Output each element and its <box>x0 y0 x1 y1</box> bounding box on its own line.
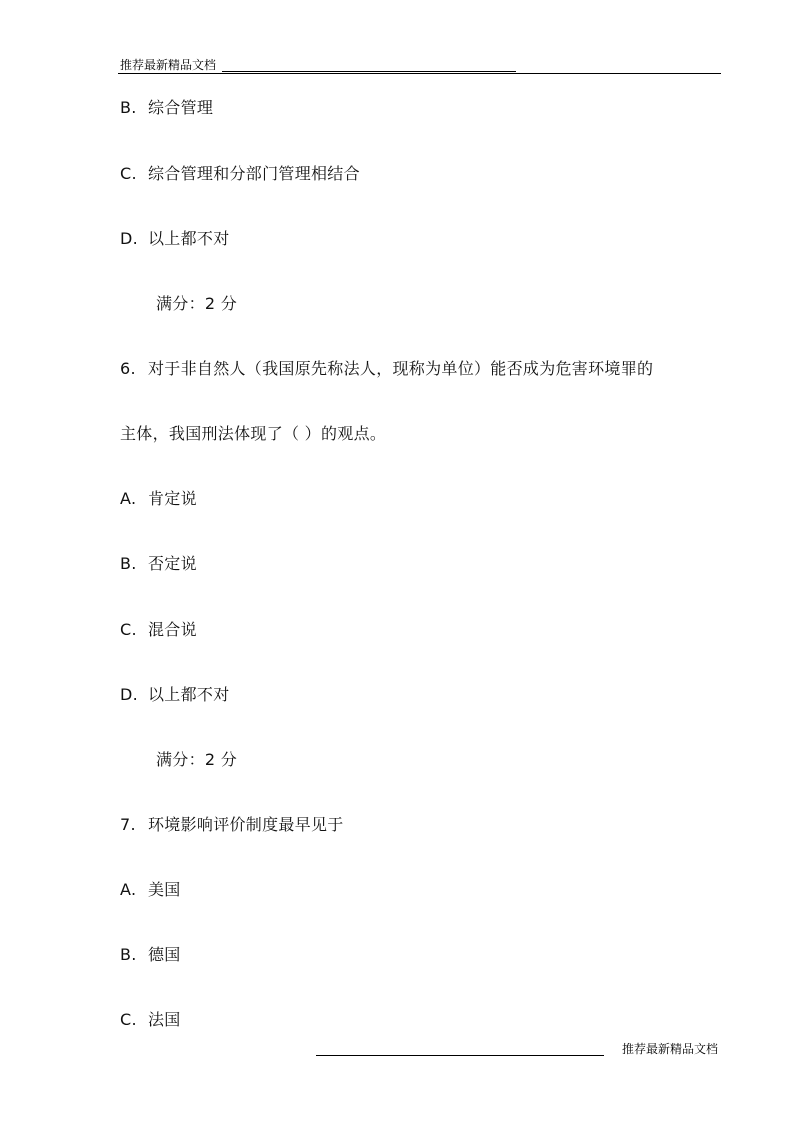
option-text: 以上都不对 <box>148 685 230 704</box>
option-a-line <box>120 879 181 901</box>
option-marker: C. <box>120 164 137 183</box>
option-marker: C. <box>120 620 137 639</box>
footer-underline <box>316 1055 604 1056</box>
option-text: 混合说 <box>148 620 197 639</box>
option-marker: D. <box>120 229 139 248</box>
option-text: 美国 <box>148 880 181 899</box>
question-text: 主体，我国刑法体现了（ ）的观点。 <box>120 424 387 443</box>
option-text: 综合管理和分部门管理相结合 <box>148 164 360 183</box>
question-number: 7. <box>120 815 136 834</box>
option-text: 法国 <box>148 1010 181 1029</box>
option-c-line <box>120 619 197 641</box>
option-text: 肯定说 <box>148 489 197 508</box>
option-c-line <box>120 163 360 185</box>
option-marker: B. <box>120 98 137 117</box>
score-line <box>156 293 237 315</box>
option-d-line <box>120 228 230 250</box>
option-b-line <box>120 553 197 575</box>
option-text: 否定说 <box>148 554 197 573</box>
option-text: 德国 <box>148 945 181 964</box>
question-text: 环境影响评价制度最早见于 <box>148 815 344 834</box>
option-text: 以上都不对 <box>148 229 230 248</box>
question-text: 对于非自然人（我国原先称法人，现称为单位）能否成为危害环境罪的 <box>148 359 654 378</box>
score-text: 满分：2 分 <box>156 294 238 313</box>
option-c-line <box>120 1009 181 1031</box>
question-6-line <box>120 358 653 380</box>
header-rule <box>118 73 721 74</box>
header-underline <box>222 71 516 72</box>
option-a-line <box>120 488 197 510</box>
question-7-line <box>120 814 344 836</box>
option-marker: C. <box>120 1010 137 1029</box>
option-marker: A. <box>120 880 137 899</box>
option-marker: D. <box>120 685 139 704</box>
option-b-line <box>120 97 213 119</box>
question-6-continuation <box>120 423 386 445</box>
option-b-line <box>120 944 181 966</box>
option-text: 综合管理 <box>148 98 214 117</box>
option-d-line <box>120 684 230 706</box>
header-label: 推荐最新精品文档 <box>120 58 217 72</box>
question-number: 6. <box>120 359 136 378</box>
option-marker: B. <box>120 945 137 964</box>
score-line <box>156 749 237 771</box>
option-marker: B. <box>120 554 137 573</box>
footer-label: 推荐最新精品文档 <box>622 1042 719 1056</box>
score-text: 满分：2 分 <box>156 750 238 769</box>
option-marker: A. <box>120 489 137 508</box>
